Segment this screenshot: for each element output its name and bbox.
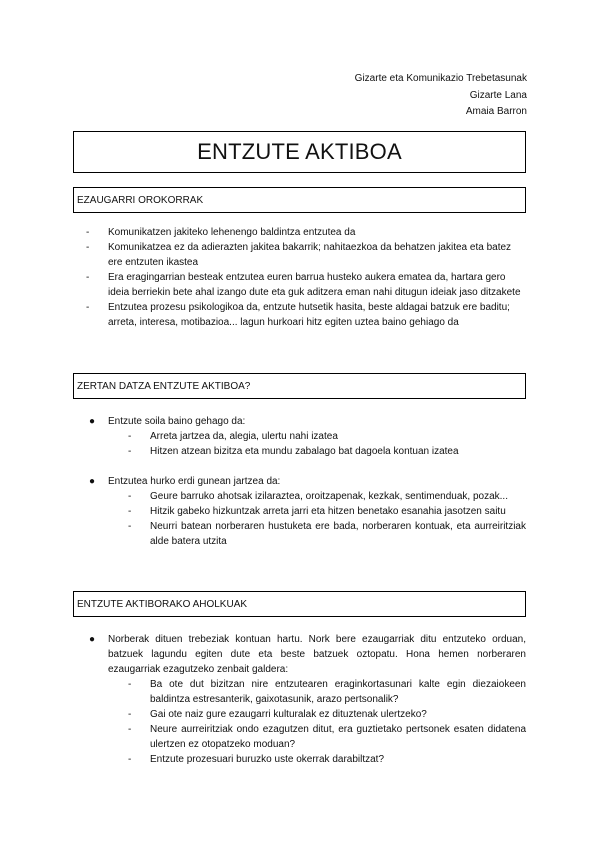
ezaugarri-list — [86, 225, 526, 330]
sub-list-item: - Ba ote dut bizitzan nire entzutearen eraginkortasunari kalte egin diezaiokeen baldintza estresanterik, gaixotasunik, arazo pertsonalik? — [128, 679, 526, 705]
sub-list-item: - Neure aurreiritziak ondo ezagutzen ditut, era guztietako pertsonek esaten didatena ulertzen ez otopatzeko moduan? — [128, 724, 526, 750]
zertan-list — [89, 414, 526, 549]
sub-list-item: - Hitzen atzean bizitza eta mundu zabalago bat dagoela kontuan izatea — [128, 446, 459, 457]
sub-list-item: - Gai ote naiz gure ezaugarri kulturalak ez dituztenak ulertzeko? — [128, 709, 427, 720]
sub-list-item: - Neurri batean norberaren hustuketa ere bada, norberaren kontuak, eta aurreiritziak alde batera utzita — [128, 521, 526, 547]
section-heading-aholkuak: ENTZUTE AKTIBORAKO AHOLKUAK — [73, 591, 526, 617]
section-heading-ezaugarri: EZAUGARRI OROKORRAK — [73, 187, 526, 213]
aholkuak-list — [89, 632, 526, 767]
sub-list-item: - Entzute prozesuari buruzko uste okerrak darabiltzat? — [128, 754, 385, 765]
list-item: ● Norberak dituen trebeziak kontuan hartu. Nork bere ezaugarriak ditu entzuteko orduan, batzuek lagundu egiten dute eta beste batzuek oztopatu. Hona hemen norberaren ezaugarriak ezagutzeko zenbait galdera: - Ba ote dut bizitzan nire entzutearen eraginkortasunari kalte egin diezaiokeen baldintza estresanterik, gaixotasunik, arazo pertsonalik? - Gai ote naiz gure ezaugarri kulturalak ez dituztenak ulertzeko? - Neure aurreiritziak ondo ezagutzen ditut, era guztietako pertsonek esaten didatena ulertzen ez otopatzeko moduan? - Entzute prozesuari buruzko uste okerrak darabiltzat? — [89, 634, 526, 765]
author-name: Amaia Barron — [465, 106, 527, 117]
section-heading-zertan: ZERTAN DATZA ENTZUTE AKTIBOA? — [73, 373, 526, 399]
sub-list-item: - Geure barruko ahotsak izilaraztea, oroitzapenak, kezkak, sentimenduak, pozak... — [128, 491, 508, 502]
sub-list-item: - Hitzik gabeko hizkuntzak arreta jarri eta hitzen benetako esanahia jasotzen saitu — [128, 506, 506, 517]
list-item: - Komunikatzea ez da adierazten jakitea bakarrik; nahitaezkoa da behatzen jakitea eta batez ere entzuten ikastea — [86, 242, 512, 268]
list-item: - Era eragingarrian besteak entzutea euren barrua husteko aukera ematea da, hartara gero ideia berriekin bete ahal izango dute eta guk aditzera eman nahi ditugun ideiak jaso ditzakete — [86, 272, 521, 298]
page-title: ENTZUTE AKTIBOA — [73, 131, 526, 173]
course-name: Gizarte eta Komunikazio Trebetasunak — [354, 73, 527, 84]
sub-list-item: - Arreta jartzea da, alegia, ulertu nahi izatea — [128, 431, 338, 442]
list-item: - Entzutea prozesu psikologikoa da, entzute hutsetik hasita, beste aldagai batzuk ere baditu; arreta, interesa, motibazioa... lagun hurkoari hitz egiten uztea baino gehiago da — [86, 302, 510, 328]
list-item: - Komunikatzen jakiteko lehenengo baldintza entzutea da — [86, 227, 356, 238]
document-header — [355, 71, 527, 121]
list-item: ● Entzute soila baino gehago da: - Arreta jartzea da, alegia, ulertu nahi izatea - Hitzen atzean bizitza eta mundu zabalago bat dagoela kontuan izatea — [89, 414, 526, 459]
list-item: ● Entzutea hurko erdi gunean jartzea da: - Geure barruko ahotsak izilaraztea, oroitzapenak, kezkak, sentimenduak, pozak... - Hitzik gabeko hizkuntzak arreta jarri eta hitzen benetako esanahia jasotzen saitu - Neurri batean norberaren hustuketa ere bada, norberaren kontuak, eta aurreiritziak alde batera utzita — [89, 476, 526, 547]
program-name: Gizarte Lana — [469, 89, 527, 101]
